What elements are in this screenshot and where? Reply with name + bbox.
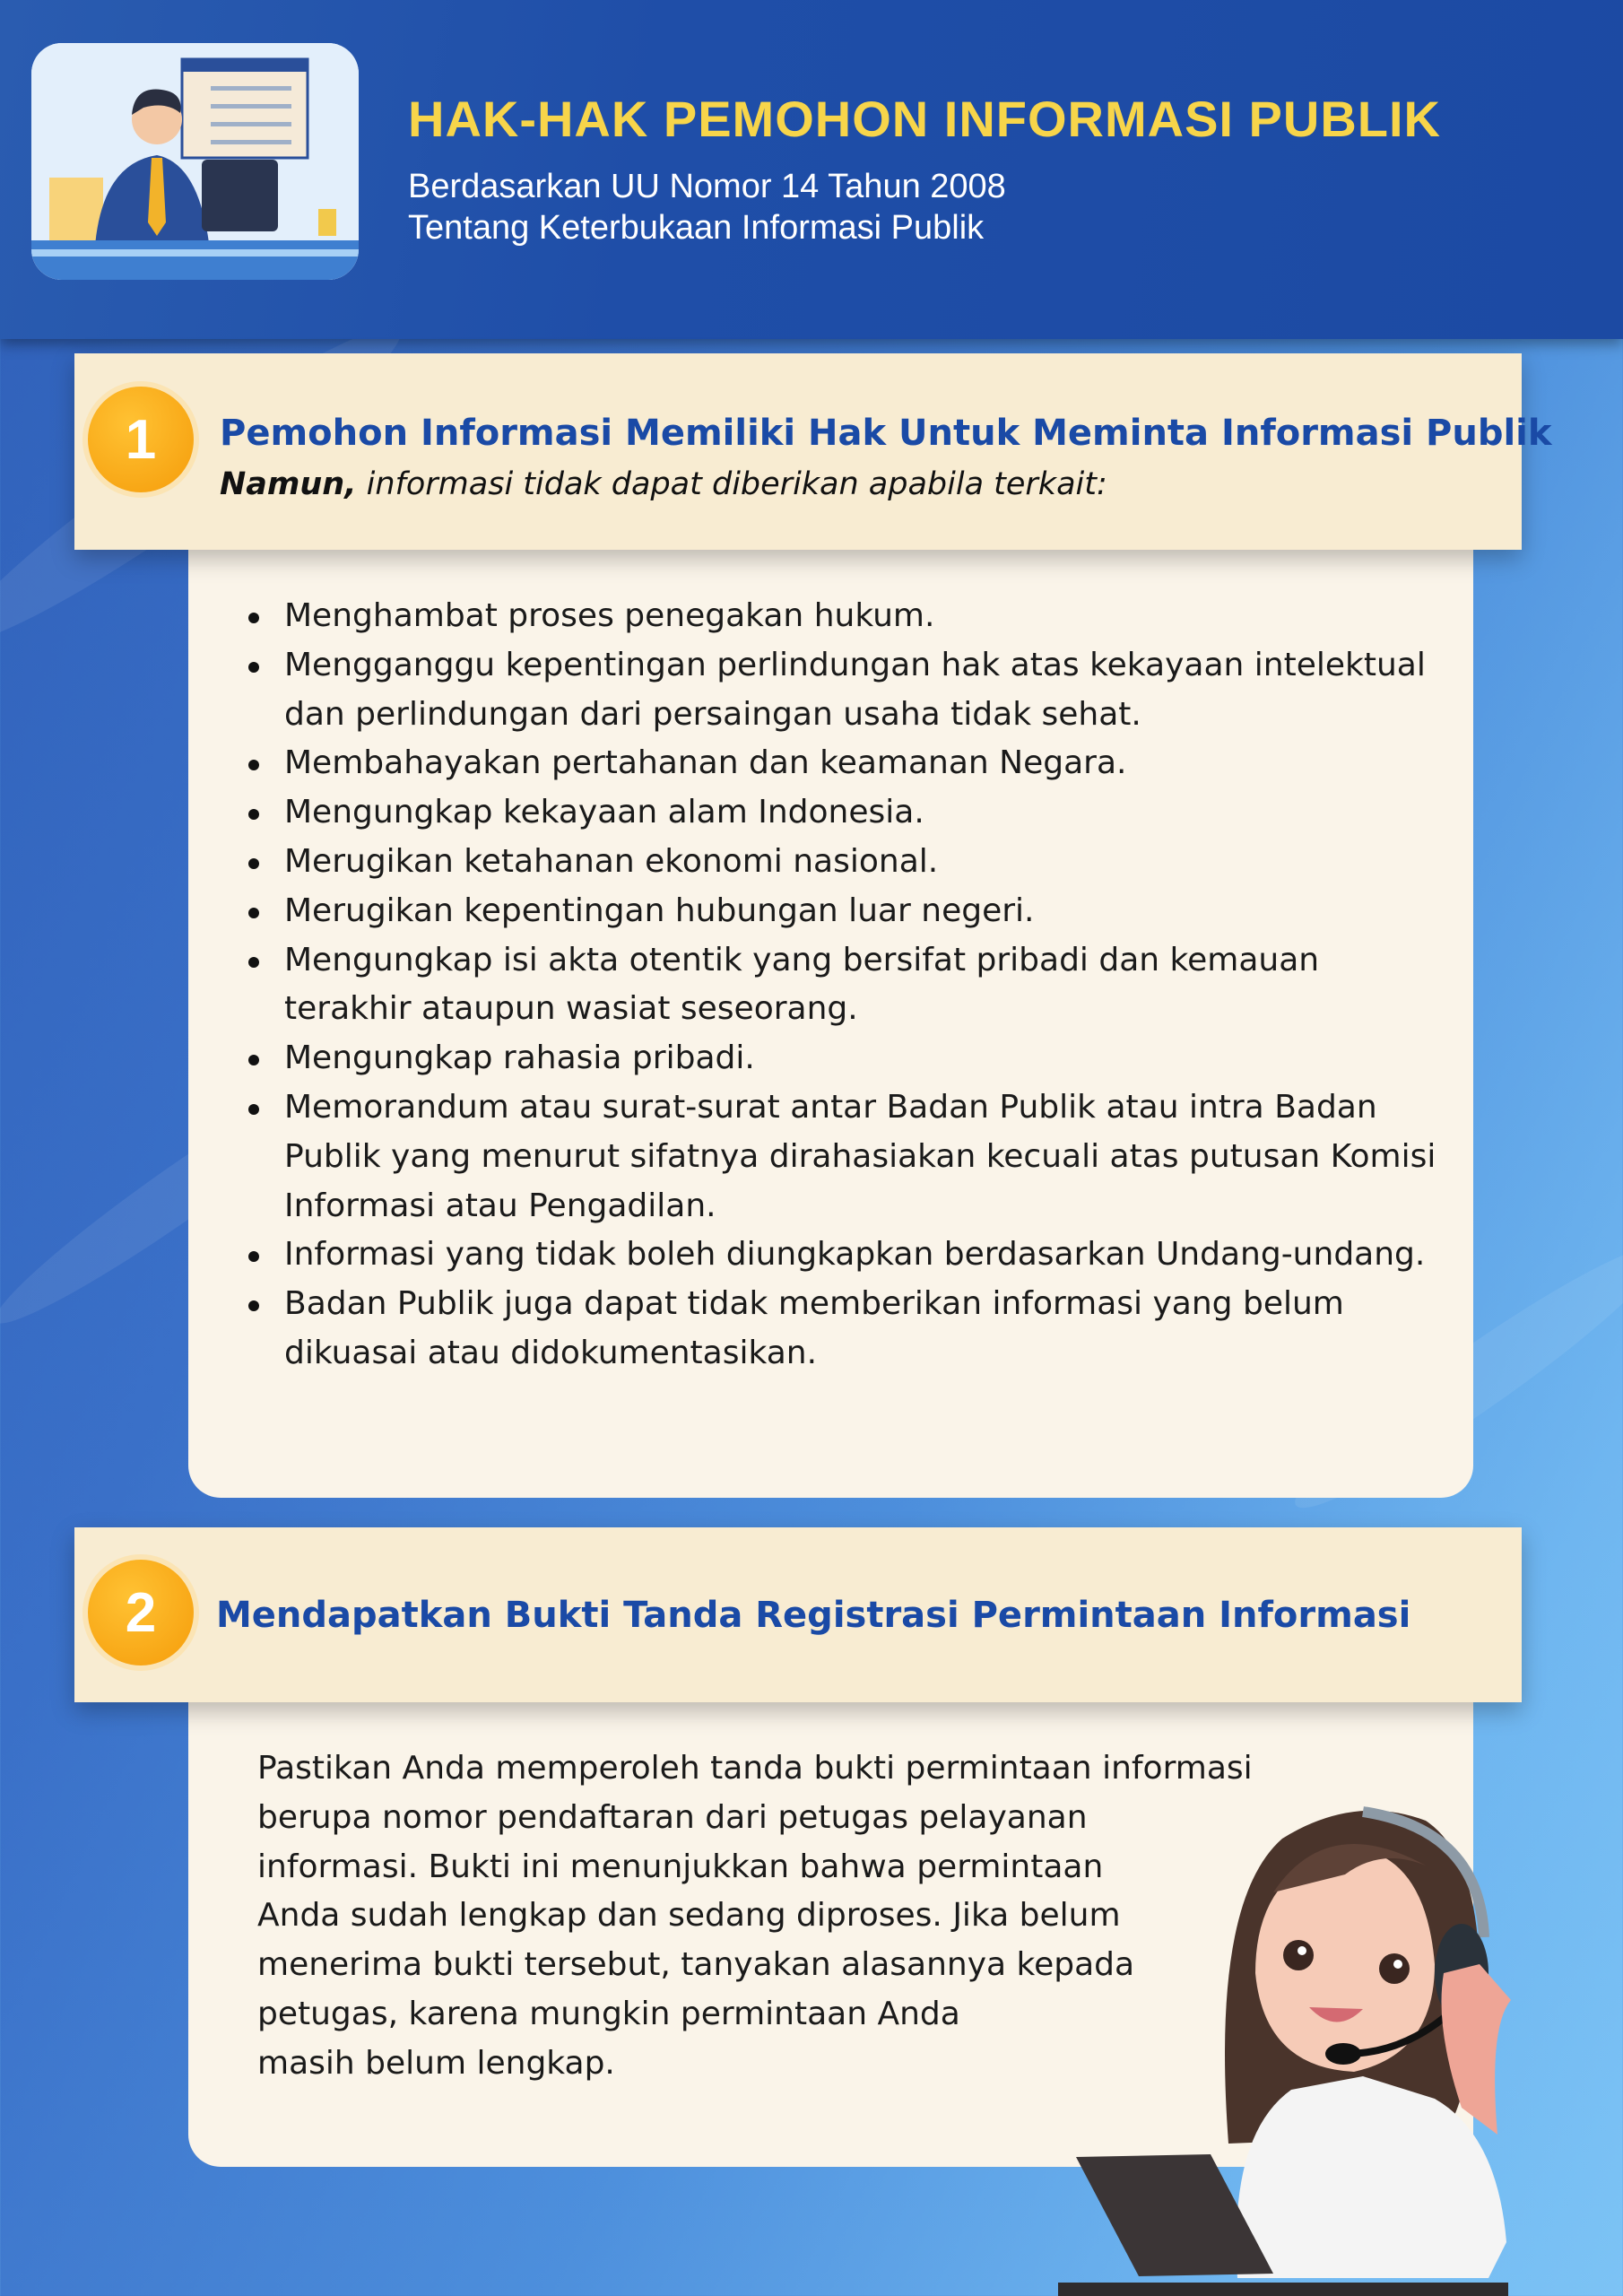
list-item: Badan Publik juga dapat tidak memberikan informasi yang belum dikuasai atau didokumentasikan.: [284, 1280, 1450, 1378]
subtitle-line: Tentang Keterbukaan Informasi Publik: [408, 209, 985, 247]
officer-illustration: [31, 43, 359, 280]
sub-rest: informasi tidak dapat diberikan apabila terkait:: [356, 466, 1107, 502]
section-heading: Pemohon Informasi Memiliki Hak Untuk Meminta Informasi Publik: [220, 413, 1552, 454]
list-item: Mengganggu kepentingan perlindungan hak atas kekayaan intelektual dan perlindungan dari persaingan usaha tidak sehat.: [284, 641, 1450, 740]
sub-bold: Namun,: [220, 466, 357, 502]
list-item: Mengungkap kekayaan alam Indonesia.: [284, 788, 1450, 838]
exception-list: [284, 592, 1450, 1378]
subtitle-line: Berdasarkan UU Nomor 14 Tahun 2008: [408, 168, 1006, 205]
section-1-header: [74, 353, 1552, 550]
list-item: Menghambat proses penegakan hukum.: [284, 592, 1450, 641]
section-heading: Mendapatkan Bukti Tanda Registrasi Permintaan Informasi: [216, 1595, 1411, 1636]
customer-service-illustration: [1058, 1758, 1623, 2296]
section-2-paragraph: Pastikan Anda memperoleh tanda bukti permintaan informasi berupa nomor pendaftaran dari petugas pelayanan informasi. Bukti ini menunjukkan bahwa permintaan Anda sudah lengkap dan sedang diproses. Jika belum menerima bukti tersebut, tanyakan alasannya kepada petugas, karena mungkin permintaan Anda masih belum lengkap.: [257, 1750, 1253, 2082]
number-badge: 1: [82, 381, 199, 498]
header-banner: [0, 0, 1623, 339]
page-subtitle: [408, 166, 1006, 248]
page-title: HAK-HAK PEMOHON INFORMASI PUBLIK: [408, 91, 1441, 147]
list-item: Mengungkap isi akta otentik yang bersifat pribadi dan kemauan terakhir ataupun wasiat seseorang.: [284, 936, 1450, 1035]
list-item: Membahayakan pertahanan dan keamanan Negara.: [284, 739, 1450, 788]
list-item: Merugikan ketahanan ekonomi nasional.: [284, 838, 1450, 887]
section-subheading: [220, 466, 1107, 502]
list-item: Memorandum atau surat-surat antar Badan Publik atau intra Badan Publik yang menurut sifatnya dirahasiakan kecuali atas putusan Komisi Informasi atau Pengadilan.: [284, 1083, 1450, 1231]
list-item: Merugikan kepentingan hubungan luar negeri.: [284, 887, 1450, 936]
number-badge: 2: [82, 1554, 199, 1671]
section-2-header: [74, 1527, 1522, 1702]
list-item: Informasi yang tidak boleh diungkapkan berdasarkan Undang-undang.: [284, 1231, 1450, 1280]
list-item: Mengungkap rahasia pribadi.: [284, 1034, 1450, 1083]
